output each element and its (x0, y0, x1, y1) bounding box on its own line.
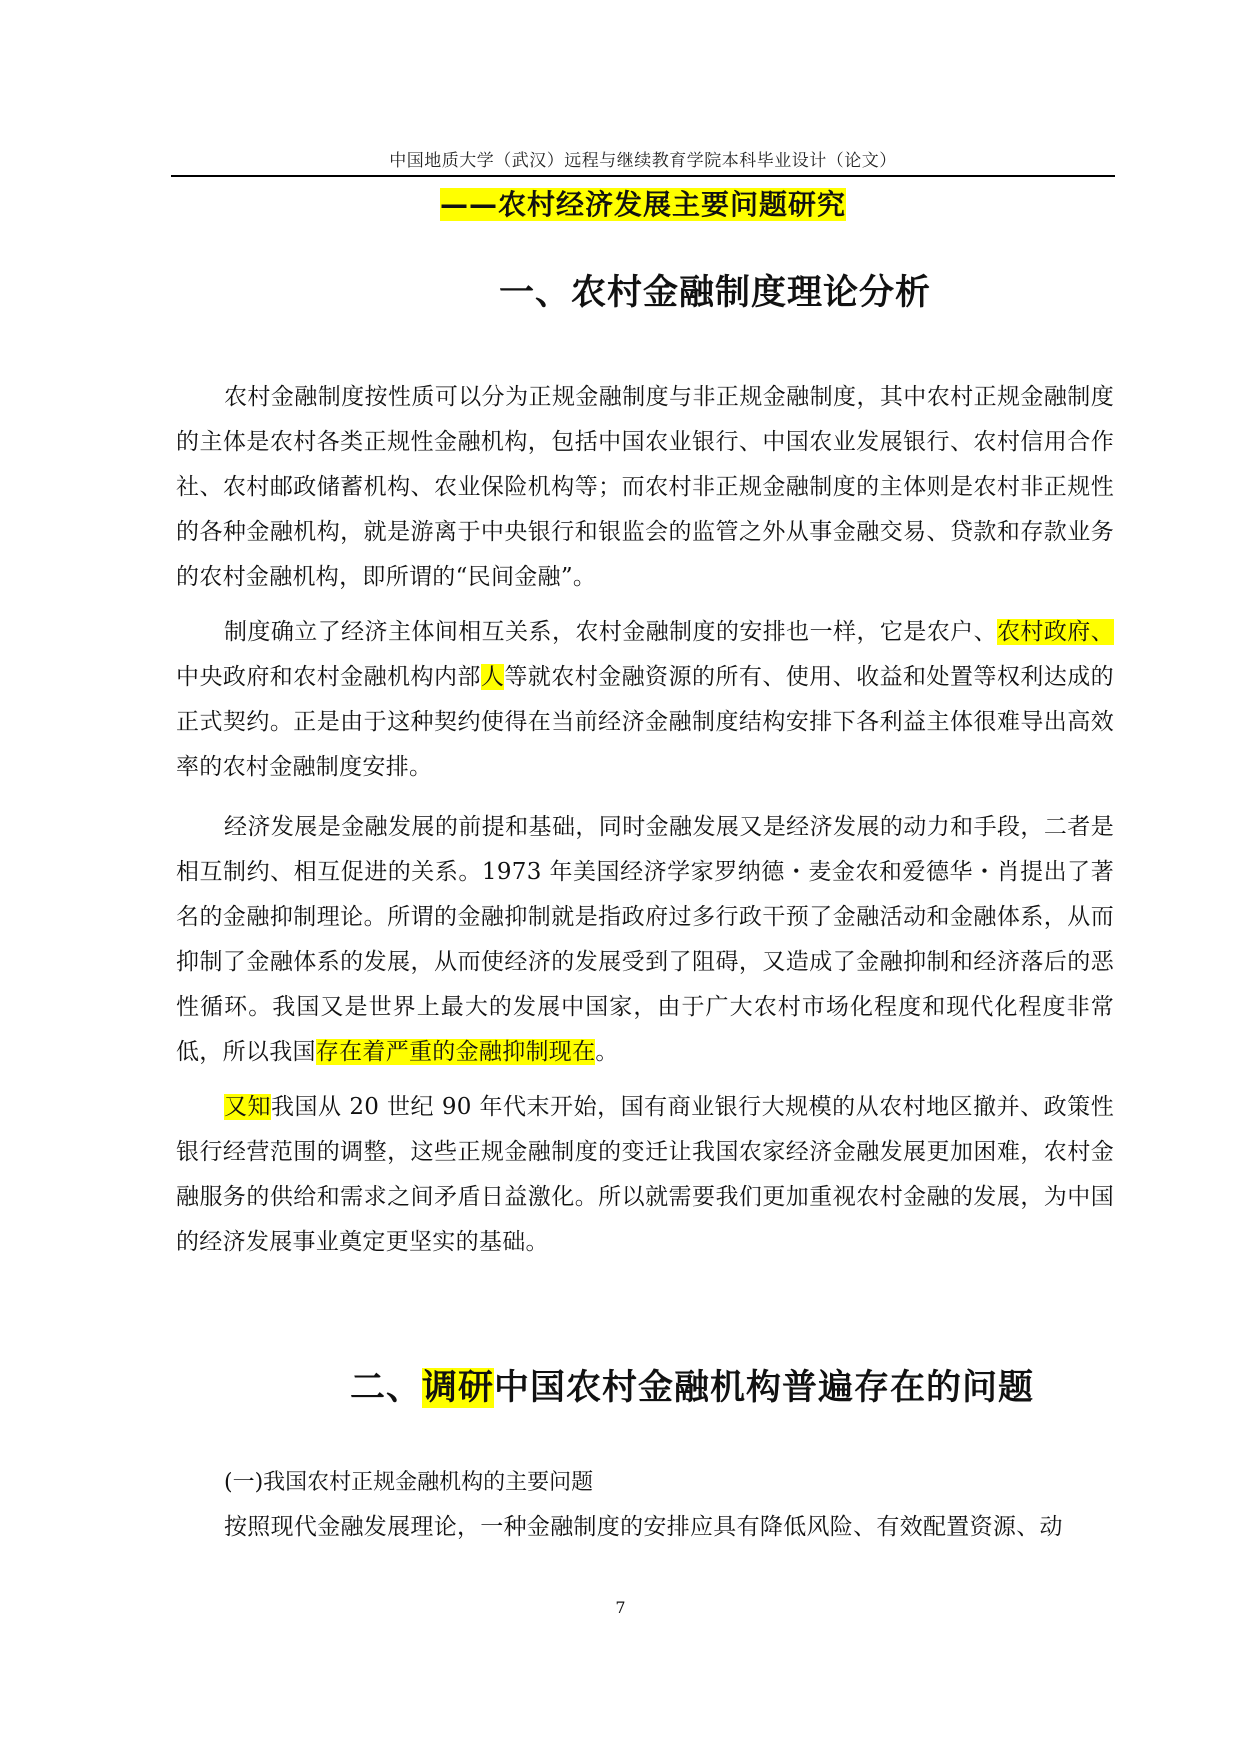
paragraph-2-text-c: 等就农村金融资源的所有、使用、收益和处置等权利达成的正式契约。正是由于这种契约使得在当前经济金融制度结构安排下各利益主体很难导出高效率的农村金融制度安排。 (176, 664, 1114, 780)
paragraph-1: 农村金融制度按性质可以分为正规金融制度与非正规金融制度，其中农村正规金融制度的主体是农村各类正规性金融机构，包括中国农业银行、中国农业发展银行、农村信用合作社、农村邮政储蓄机构、农业保险机构等；而农村非正规金融制度的主体则是农村非正规性的各种金融机构，就是游离于中央银行和银监会的监管之外从事金融交易、贷款和存款业务的农村金融机构，即所谓的“民间金融”。 (176, 384, 1114, 590)
paragraph-2-highlight-2: 人 (480, 664, 505, 690)
paragraph-4 (176, 1085, 1114, 1265)
paragraph-3 (176, 805, 1114, 1075)
paragraph-4-highlight: 又知 (224, 1094, 272, 1120)
page-header: 中国地质大学（武汉）远程与继续教育学院本科毕业设计（论文） (389, 151, 897, 171)
paragraph-3-text-b: 。 (595, 1039, 619, 1065)
subtitle-highlight: ——农村经济发展主要问题研究 (439, 188, 846, 221)
section-1-title: 一、农村金融制度理论分析 (498, 273, 931, 313)
paragraph-2-highlight-1: 农村政府、 (997, 619, 1114, 645)
paragraph-2-text-b: 中央政府和农村金融机构内部 (176, 664, 481, 690)
paragraph-4-text: 我国从 20 世纪 90 年代末开始，国有商业银行大规模的从农村地区撤并、政策性银行经营范围的调整，这些正规金融制度的变迁让我国农家经济金融发展更加困难，农村金融服务的供给和需求之间矛盾日益激化。所以就需要我们更加重视农村金融的发展，为中国的经济发展事业奠定更坚实的基础。 (176, 1094, 1114, 1255)
subsection-heading: (一)我国农村正规金融机构的主要问题 (224, 1470, 594, 1495)
paragraph-2-text-a: 制度确立了经济主体间相互关系，农村金融制度的安排也一样，它是农户、 (224, 619, 997, 645)
header-rule (171, 175, 1115, 177)
document-subtitle (171, 186, 1115, 224)
paragraph-3-highlight: 存在着严重的金融抑制现在 (315, 1039, 596, 1065)
section-2-title-highlight: 调研 (421, 1368, 494, 1408)
section-2-title-b: 中国农村金融机构普遍存在的问题 (494, 1368, 1035, 1408)
section-2-title (220, 1365, 1164, 1411)
paragraph-5: 按照现代金融发展理论，一种金融制度的安排应具有降低风险、有效配置资源、动 (224, 1514, 1063, 1540)
page-number: 7 (615, 1598, 626, 1617)
paragraph-2 (176, 610, 1114, 790)
section-2-title-a: 二、 (349, 1368, 422, 1408)
paragraph-3-text-a: 经济发展是金融发展的前提和基础，同时金融发展又是经济发展的动力和手段，二者是相互制约、相互促进的关系。1973 年美国经济学家罗纳德・麦金农和爱德华・肖提出了著名的金融抑制理论。所谓的金融抑制就是指政府过多行政干预了金融活动和金融体系，从而抑制了金融体系的发展，从而使经济的发展受到了阻碍，又造成了金融抑制和经济落后的恶性循环。我国又是世界上最大的发展中国家，由于广大农村市场化程度和现代化程度非常低，所以我国 (176, 814, 1114, 1065)
